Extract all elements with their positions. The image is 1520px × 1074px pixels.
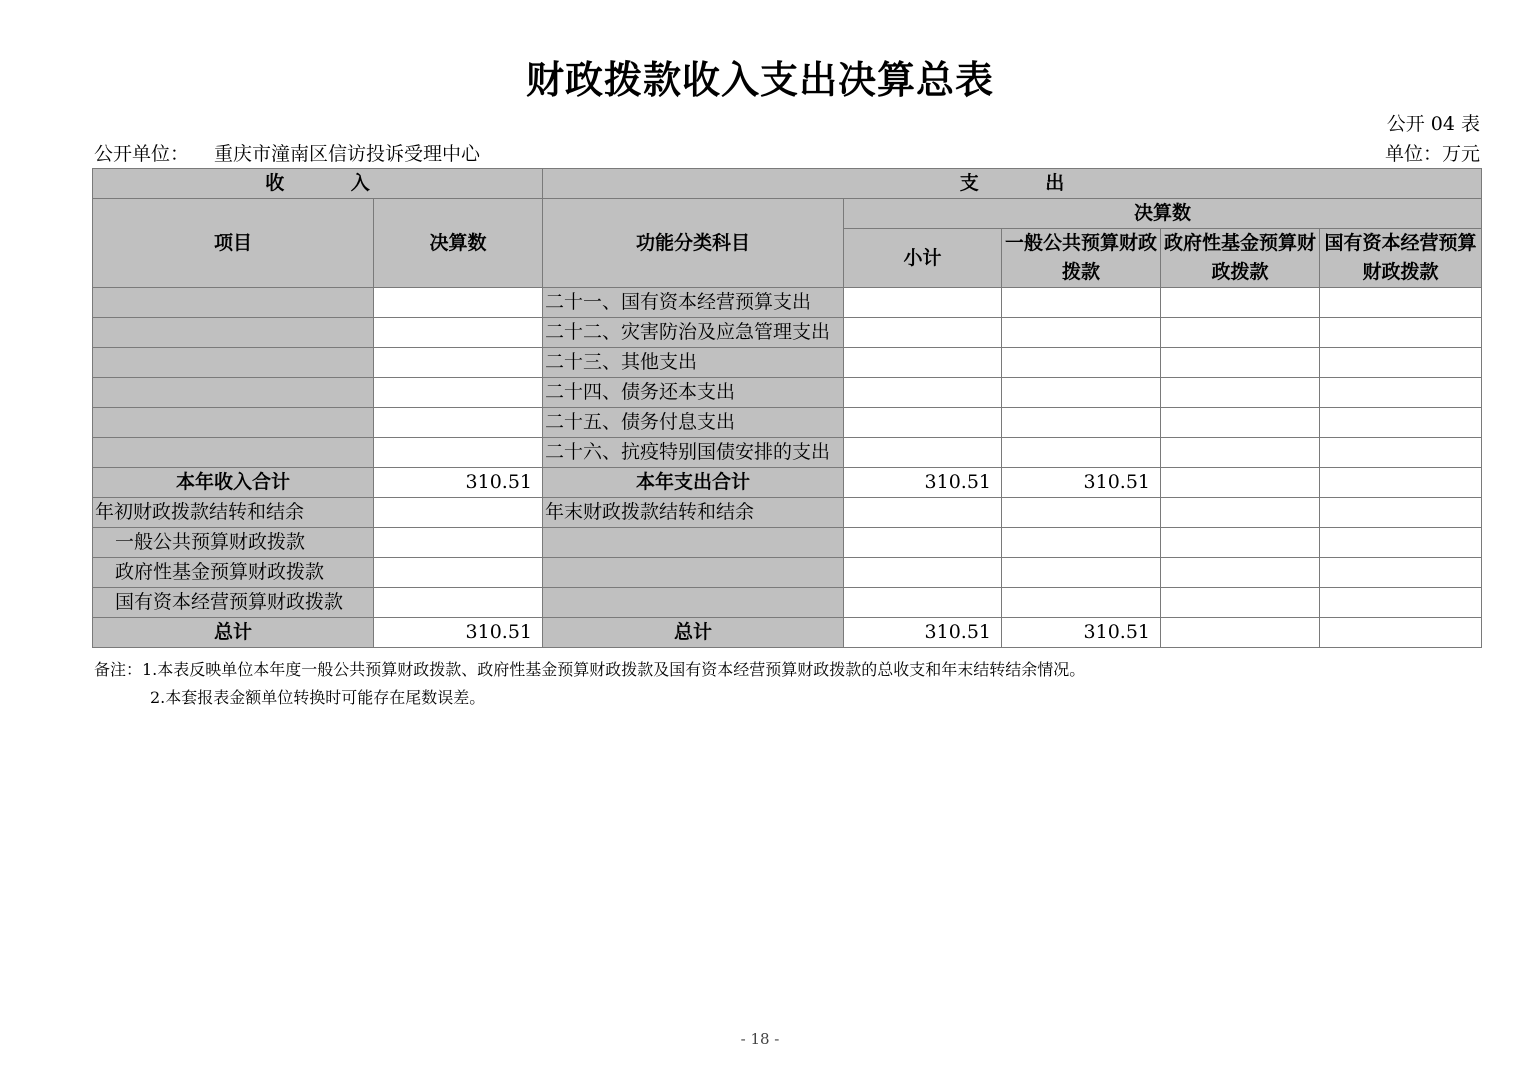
note-2: 2.本套报表金额单位转换时可能存在尾数误差。 [150, 688, 486, 707]
unit-info-row [94, 141, 1480, 167]
expense-item-cell: 二十一、国有资本经营预算支出 [543, 288, 844, 318]
state-capital-cell [1320, 558, 1482, 588]
table-row [93, 318, 1482, 348]
final-amount-header: 决算数 [844, 199, 1482, 229]
gov-fund-header: 政府性基金预算财政拨款 [1161, 229, 1320, 288]
annual-income-label: 本年收入合计 [93, 468, 374, 498]
begin-carryover-amount [374, 498, 543, 528]
budget-table [92, 168, 1482, 648]
income-amount-cell [374, 288, 543, 318]
income-amount-cell [374, 318, 543, 348]
annual-expense-label: 本年支出合计 [543, 468, 844, 498]
table-row [93, 378, 1482, 408]
state-capital-cell [1320, 498, 1482, 528]
carryover-row [93, 558, 1482, 588]
state-capital-cell [1320, 588, 1482, 618]
expense-item-cell [543, 588, 844, 618]
general-public-cell [1002, 528, 1161, 558]
item-header: 项目 [93, 199, 374, 288]
begin-carryover-label: 年初财政拨款结转和结余 [93, 498, 374, 528]
table-row [93, 408, 1482, 438]
gov-fund-cell [1161, 588, 1320, 618]
expense-item-cell: 二十四、债务还本支出 [543, 378, 844, 408]
expense-item-cell: 二十六、抗疫特别国债安排的支出 [543, 438, 844, 468]
state-capital-cell [1320, 528, 1482, 558]
page-number: - 18 - [740, 1030, 780, 1048]
state-capital-cell [1320, 378, 1482, 408]
function-subject-header: 功能分类科目 [543, 199, 844, 288]
general-public-cell [1002, 378, 1161, 408]
money-unit: 单位：万元 [1384, 143, 1480, 165]
income-item-cell [93, 288, 374, 318]
end-carryover-label: 年末财政拨款结转和结余 [543, 498, 844, 528]
annual-general-public: 310.51 [1002, 468, 1161, 498]
state-capital-cell [1320, 408, 1482, 438]
general-public-cell [1002, 318, 1161, 348]
gov-fund-cell [1161, 318, 1320, 348]
notes [94, 656, 1085, 712]
carryover-row [93, 528, 1482, 558]
state-capital-cell [1320, 288, 1482, 318]
subtotal-cell [844, 408, 1002, 438]
amount-header: 决算数 [374, 199, 543, 288]
org-label: 公开单位： [94, 143, 190, 165]
income-item-cell [93, 438, 374, 468]
note-1: 备注：1.本表反映单位本年度一般公共预算财政拨款、政府性基金预算财政拨款及国有资本经营预算财政拨款的总收支和年末结转结余情况。 [94, 660, 1086, 679]
subtotal-cell [844, 528, 1002, 558]
page-title: 财政拨款收入支出决算总表 [525, 58, 994, 102]
begin-gov-fund-label: 政府性基金预算财政拨款 [93, 558, 374, 588]
grand-total-row [93, 618, 1482, 648]
carryover-row [93, 498, 1482, 528]
general-public-header: 一般公共预算财政拨款 [1002, 229, 1161, 288]
begin-state-capital-label: 国有资本经营预算财政拨款 [93, 588, 374, 618]
expense-item-cell: 二十二、灾害防治及应急管理支出 [543, 318, 844, 348]
state-capital-header: 国有资本经营预算财政拨款 [1320, 229, 1482, 288]
expense-item-cell [543, 528, 844, 558]
gov-fund-cell [1161, 438, 1320, 468]
gov-fund-cell [1161, 288, 1320, 318]
general-public-cell [1002, 288, 1161, 318]
gov-fund-cell [1161, 558, 1320, 588]
gov-fund-cell [1161, 498, 1320, 528]
begin-gov-fund-amount [374, 558, 543, 588]
expense-item-cell: 二十三、其他支出 [543, 348, 844, 378]
income-item-cell [93, 408, 374, 438]
subtotal-cell [844, 588, 1002, 618]
subtotal-cell [844, 318, 1002, 348]
total-gov-fund [1161, 618, 1320, 648]
state-capital-cell [1320, 438, 1482, 468]
income-item-cell [93, 318, 374, 348]
subtotal-cell [844, 558, 1002, 588]
subtotal-cell [844, 498, 1002, 528]
gov-fund-cell [1161, 528, 1320, 558]
income-amount-cell [374, 438, 543, 468]
annual-subtotal: 310.51 [844, 468, 1002, 498]
expense-item-cell [543, 558, 844, 588]
total-income-amount: 310.51 [374, 618, 543, 648]
general-public-cell [1002, 588, 1161, 618]
begin-state-capital-amount [374, 588, 543, 618]
expense-header: 支 出 [543, 169, 1482, 199]
total-expense-label: 总计 [543, 618, 844, 648]
general-public-cell [1002, 408, 1161, 438]
table-row [93, 438, 1482, 468]
subtotal-cell [844, 438, 1002, 468]
carryover-row [93, 588, 1482, 618]
total-state-capital [1320, 618, 1482, 648]
annual-total-row [93, 468, 1482, 498]
table-header-row [93, 169, 1482, 199]
total-general-public: 310.51 [1002, 618, 1161, 648]
annual-gov-fund [1161, 468, 1320, 498]
begin-general-public-label: 一般公共预算财政拨款 [93, 528, 374, 558]
total-income-label: 总计 [93, 618, 374, 648]
table-header-row [93, 199, 1482, 229]
total-subtotal: 310.51 [844, 618, 1002, 648]
table-row [93, 288, 1482, 318]
subtotal-header: 小计 [844, 229, 1002, 288]
table-row [93, 348, 1482, 378]
subtotal-cell [844, 288, 1002, 318]
general-public-cell [1002, 438, 1161, 468]
state-capital-cell [1320, 348, 1482, 378]
income-amount-cell [374, 348, 543, 378]
income-item-cell [93, 348, 374, 378]
general-public-cell [1002, 558, 1161, 588]
general-public-cell [1002, 348, 1161, 378]
subtotal-cell [844, 378, 1002, 408]
income-header: 收 入 [93, 169, 543, 199]
expense-item-cell: 二十五、债务付息支出 [543, 408, 844, 438]
gov-fund-cell [1161, 378, 1320, 408]
annual-state-capital [1320, 468, 1482, 498]
subtotal-cell [844, 348, 1002, 378]
gov-fund-cell [1161, 348, 1320, 378]
income-amount-cell [374, 378, 543, 408]
org-name: 重庆市潼南区信访投诉受理中心 [214, 143, 481, 165]
annual-income-amount: 310.51 [374, 468, 543, 498]
form-number: 公开 04 表 [1386, 113, 1480, 135]
state-capital-cell [1320, 318, 1482, 348]
income-item-cell [93, 378, 374, 408]
general-public-cell [1002, 498, 1161, 528]
begin-general-public-amount [374, 528, 543, 558]
gov-fund-cell [1161, 408, 1320, 438]
income-amount-cell [374, 408, 543, 438]
